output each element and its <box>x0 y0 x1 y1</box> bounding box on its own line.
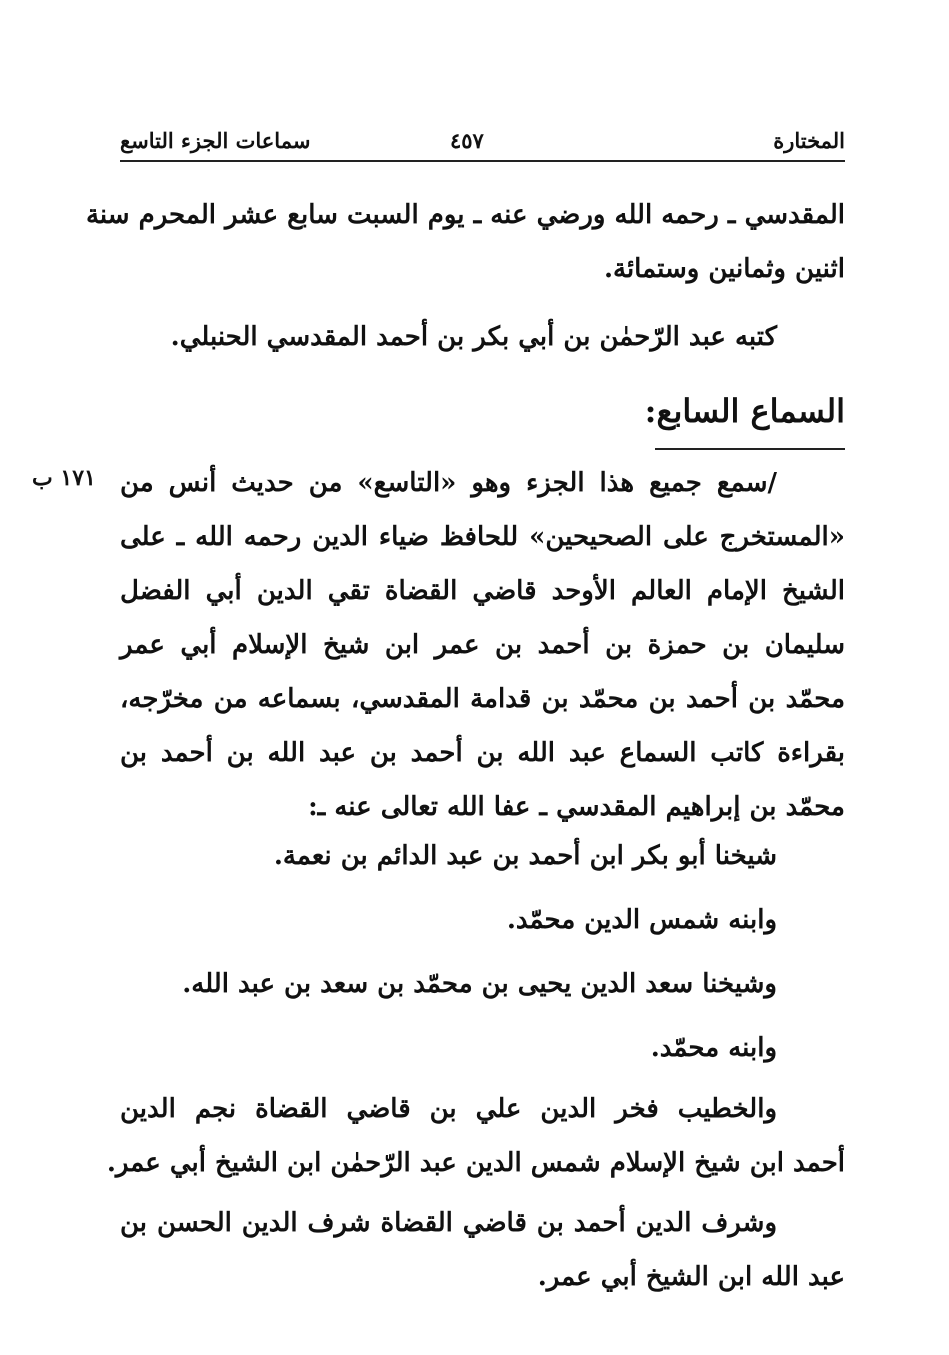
paragraph-1 <box>85 188 845 296</box>
signature-line: كتبه عبد الرّحمٰن بن أبي بكر بن أحمد المقدسي الحنبلي. <box>170 322 777 352</box>
running-title-left: سماعات الجزء التاسع <box>120 128 311 153</box>
text-line: محمّد بن أحمد بن محمّد بن قدامة المقدسي، بسماعه من مخرّجه، <box>120 684 845 714</box>
text-line: اثنين وثمانين وستمائة. <box>603 254 845 284</box>
text-line: بقراءة كاتب السماع عبد الله بن أحمد بن عبد الله بن أحمد بن <box>120 738 845 768</box>
text-line: محمّد بن إبراهيم المقدسي ـ عفا الله تعالى عنه ـ: <box>308 792 845 822</box>
text-line: «المستخرج على الصحيحين» للحافظ ضياء الدين رحمه الله ـ على <box>120 522 845 552</box>
section-heading: السماع السابع: <box>644 392 845 430</box>
signature-paragraph <box>120 310 845 364</box>
listener-item: شيخنا أبو بكر ابن أحمد بن عبد الدائم بن نعمة. <box>273 841 777 871</box>
text-line: سليمان بن حمزة بن أحمد بن عمر ابن شيخ الإسلام أبي عمر <box>120 630 845 660</box>
paragraph-3 <box>106 1082 845 1190</box>
heading-underline <box>655 448 845 450</box>
header-divider <box>120 160 845 162</box>
listener-item: وشيخنا سعد الدين يحيى بن محمّد بن سعد بن عبد الله. <box>182 969 777 999</box>
listener-item: وابنه شمس الدين محمّد. <box>506 905 777 935</box>
listener-item: وابنه محمّد. <box>650 1033 777 1063</box>
paragraph-4 <box>120 1196 845 1304</box>
text-line: /سمع جميع هذا الجزء وهو «التاسع» من حديث أنس من <box>120 468 777 498</box>
margin-folio-note: ١٧١ ب <box>32 465 96 491</box>
text-line: وشرف الدين أحمد بن قاضي القضاة شرف الدين الحسن بن <box>120 1208 777 1238</box>
paragraph-2 <box>120 456 845 834</box>
page-number: ٤٥٧ <box>450 128 484 153</box>
running-title-right: المختارة <box>773 128 845 153</box>
text-line: والخطيب فخر الدين علي بن قاضي القضاة نجم الدين <box>120 1094 777 1124</box>
text-line: المقدسي ـ رحمه الله ورضي عنه ـ يوم السبت سابع عشر المحرم سنة <box>85 200 845 230</box>
listeners-list <box>120 824 845 1080</box>
text-line: عبد الله ابن الشيخ أبي عمر. <box>537 1262 845 1292</box>
text-line: الشيخ الإمام العالم الأوحد قاضي القضاة تقي الدين أبي الفضل <box>120 576 845 606</box>
text-line: أحمد ابن شيخ الإسلام شمس الدين عبد الرّحمٰن ابن الشيخ أبي عمر. <box>106 1148 845 1178</box>
page-header <box>120 118 845 158</box>
